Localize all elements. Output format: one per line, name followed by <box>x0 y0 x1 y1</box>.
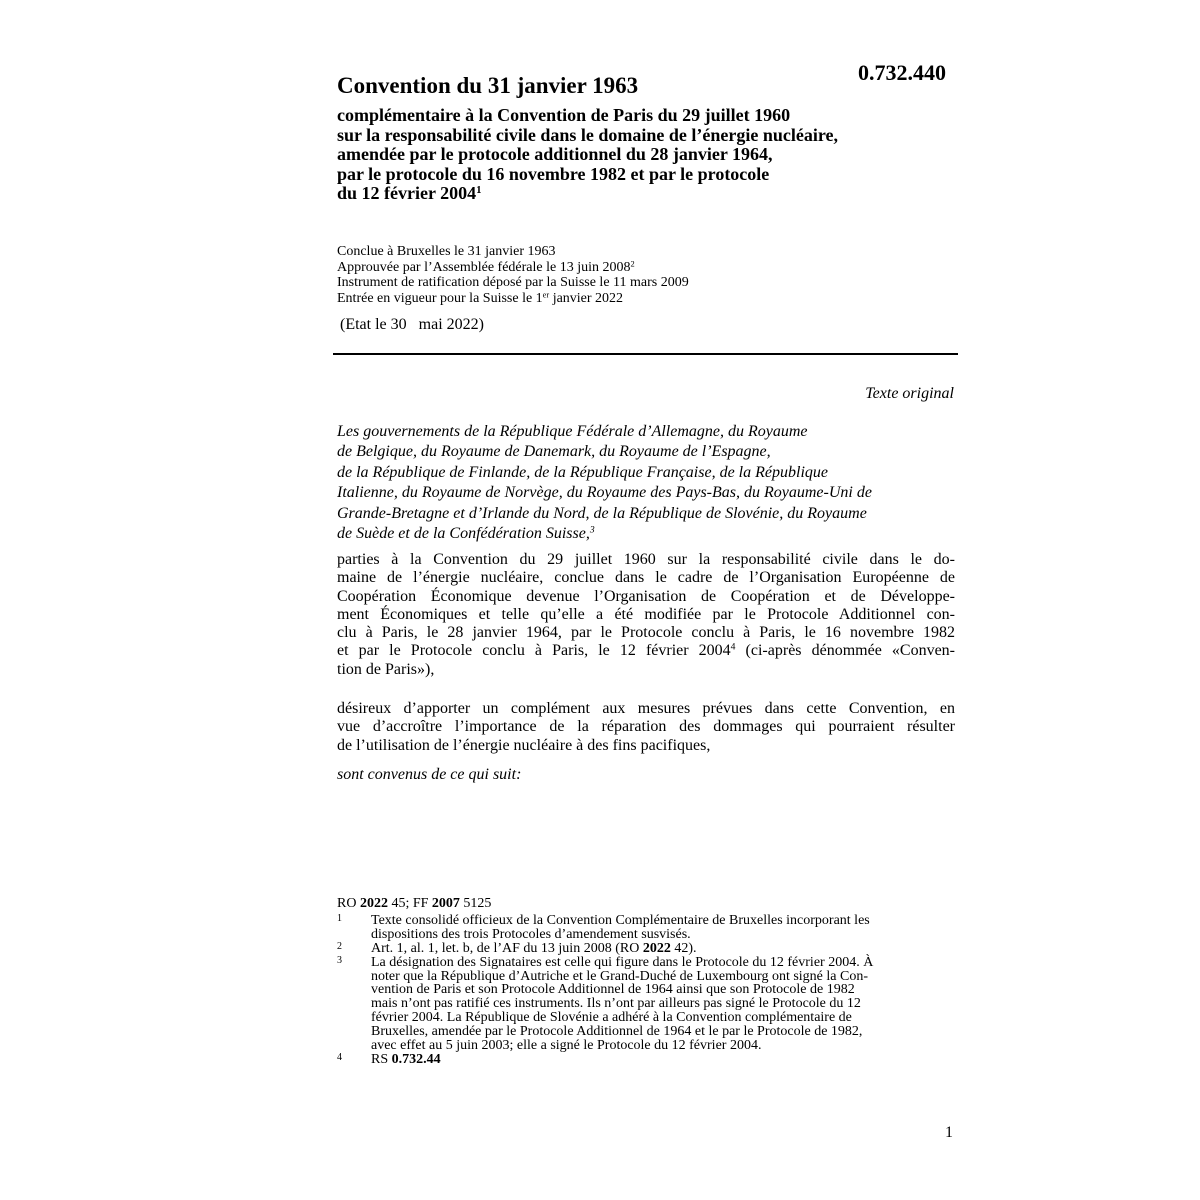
footnote-line: dispositions des trois Protocoles d’amendement susvisés. <box>371 926 691 942</box>
paragraph-line: tion de Paris»), <box>337 660 435 678</box>
ro-year: 2022 <box>359 896 388 911</box>
original-text-label: Texte original <box>865 385 954 402</box>
footnote-line: Bruxelles, amendée par le Protocole Additionnel de 1964 et le par le Protocole de 1982, <box>371 1024 863 1040</box>
paragraph-line: maine de l’énergie nucléaire, conclue dans le cadre de l’Organisation Européenne de <box>337 569 955 587</box>
preamble-line-text: de Suède et de la Confédération Suisse, <box>337 525 590 543</box>
footnote-line: noter que la République d’Autriche et le Grand-Duché de Luxembourg ont signé la Con- <box>371 968 868 984</box>
footnote-line: Texte consolidé officieux de la Convention Complémentaire de Bruxelles incorporant les <box>371 912 870 928</box>
subtitle-line-text: du 12 février 2004 <box>337 183 477 203</box>
preamble-line <box>337 524 957 544</box>
ff-year: 2007 <box>431 896 460 911</box>
footnote-line <box>371 942 957 956</box>
preamble-line: Italienne, du Royaume de Norvège, du Royaume des Pays-Bas, du Royaume-Uni de <box>337 484 872 502</box>
ro-label: RO <box>337 896 360 911</box>
subtitle-line: amendée par le protocole additionnel du 28 janvier 1964, <box>337 144 773 164</box>
paragraph-line: Coopération Économique devenue l’Organisation de Coopération et de Développe- <box>337 587 955 605</box>
paragraph-text: (ci-après dénommée «Conven- <box>735 642 955 660</box>
approval-text: Approuvée par l’Assemblée fédérale le 13 juin 2008 <box>337 259 631 275</box>
footnote-text: RS <box>371 1051 392 1067</box>
ratification-date: Instrument de ratification déposé par la Suisse le 11 mars 2009 <box>337 275 689 290</box>
footnote-number: 2 <box>337 940 342 952</box>
entry-text-prefix: Entrée en vigueur pour la Suisse le 1 <box>337 290 543 306</box>
footnote-1 <box>337 914 957 942</box>
document-metadata <box>337 244 689 306</box>
footnote-line: avec effet au 5 juin 2003; elle a signé le Protocole du 12 février 2004. <box>371 1038 762 1054</box>
sr-number: 0.732.440 <box>858 60 946 85</box>
footnote-4 <box>337 1053 957 1067</box>
ff-page: 5125 <box>459 896 492 911</box>
paragraph-line: clu à Paris, le 28 janvier 1964, par le Protocole conclu à Paris, le 16 novembre 1982 <box>337 624 955 642</box>
preamble-parties <box>337 422 957 544</box>
closing-formula: sont convenus de ce qui suit: <box>337 766 522 783</box>
footnote-bold: 2022 <box>642 940 671 956</box>
document-title: Convention du 31 janvier 1963 <box>337 73 639 98</box>
footnote-line: La désignation des Signataires est celle qui figure dans le Protocole du 12 février 2004. À <box>371 954 874 970</box>
state-date: (Etat le 30 mai 2022) <box>340 316 484 333</box>
footnote-text: 42). <box>670 940 697 956</box>
preamble-paragraph-1 <box>337 551 955 679</box>
page-number: 1 <box>945 1124 953 1141</box>
subtitle-line: par le protocole du 16 novembre 1982 et par le protocole <box>337 163 770 184</box>
paragraph-line: de l’utilisation de l’énergie nucléaire à des fins pacifiques, <box>337 736 711 754</box>
preamble-line: de la République de Finlande, de la République Française, de la République <box>337 463 828 481</box>
subtitle-line: sur la responsabilité civile dans le domaine de l’énergie nucléaire, <box>337 124 838 145</box>
preamble-line: de Belgique, du Royaume de Danemark, du Royaume de l’Espagne, <box>337 443 771 461</box>
document-subtitle <box>337 106 957 204</box>
footnote-bold: 0.732.44 <box>391 1051 441 1067</box>
paragraph-line: ment Économiques et telle qu’elle a été modifiée par le Protocole Additionnel con- <box>337 605 955 623</box>
approval-date <box>337 260 689 276</box>
footnote-line: vention de Paris et son Protocole Additionnel de 1964 ainsi que son Protocole de 1982 <box>371 982 855 998</box>
entry-text-suffix: janvier 2022 <box>549 290 624 306</box>
paragraph-line <box>337 642 955 660</box>
footnote-text: Art. 1, al. 1, let. b, de l’AF du 13 juin 2008 (RO <box>371 940 643 956</box>
ordinal-suffix: er <box>542 289 550 299</box>
paragraph-line: parties à la Convention du 29 juillet 1960 sur la responsabilité civile dans le do- <box>337 551 955 568</box>
footnote-line: février 2004. La République de Slovénie a adhéré à la Convention complémentaire de <box>371 1010 852 1026</box>
footnote-line <box>371 1053 957 1067</box>
preamble-line: Grande-Bretagne et d’Irlande du Nord, de la République de Slovénie, du Royaume <box>337 504 867 522</box>
footnote-2 <box>337 942 957 956</box>
footnote-ref-1[interactable]: 1 <box>476 184 482 197</box>
paragraph-line: vue d’accroître l’importance de la réparation des dommages qui pourraient résulter <box>337 718 955 736</box>
concluded-date: Conclue à Bruxelles le 31 janvier 1963 <box>337 244 556 259</box>
footnotes <box>337 897 957 1067</box>
official-references <box>337 897 957 911</box>
footnote-number: 3 <box>337 954 342 966</box>
preamble-line: Les gouvernements de la République Fédérale d’Allemagne, du Royaume <box>337 423 808 440</box>
paragraph-text: et par le Protocole conclu à Paris, le 12 février 2004 <box>337 642 731 660</box>
subtitle-line <box>337 184 957 204</box>
footnote-line: mais n’ont pas ratifié ces instruments. Ils n’ont par ailleurs pas signé le Protocole du 12 <box>371 996 861 1012</box>
paragraph-line: désireux d’apporter un complément aux mesures prévues dans cette Convention, en <box>337 700 955 717</box>
header-divider <box>333 353 958 355</box>
entry-into-force <box>337 291 689 307</box>
footnote-ref-2[interactable]: 2 <box>630 258 635 268</box>
footnote-number: 4 <box>337 1051 342 1063</box>
subtitle-line: complémentaire à la Convention de Paris du 29 juillet 1960 <box>337 105 791 125</box>
preamble-paragraph-2 <box>337 700 955 755</box>
footnote-ref-3[interactable]: 3 <box>589 524 595 536</box>
footnote-ref-4[interactable]: 4 <box>730 642 736 654</box>
footnote-number: 1 <box>337 912 342 924</box>
footnote-3 <box>337 956 957 1053</box>
ro-mid: 45; FF <box>387 896 432 911</box>
